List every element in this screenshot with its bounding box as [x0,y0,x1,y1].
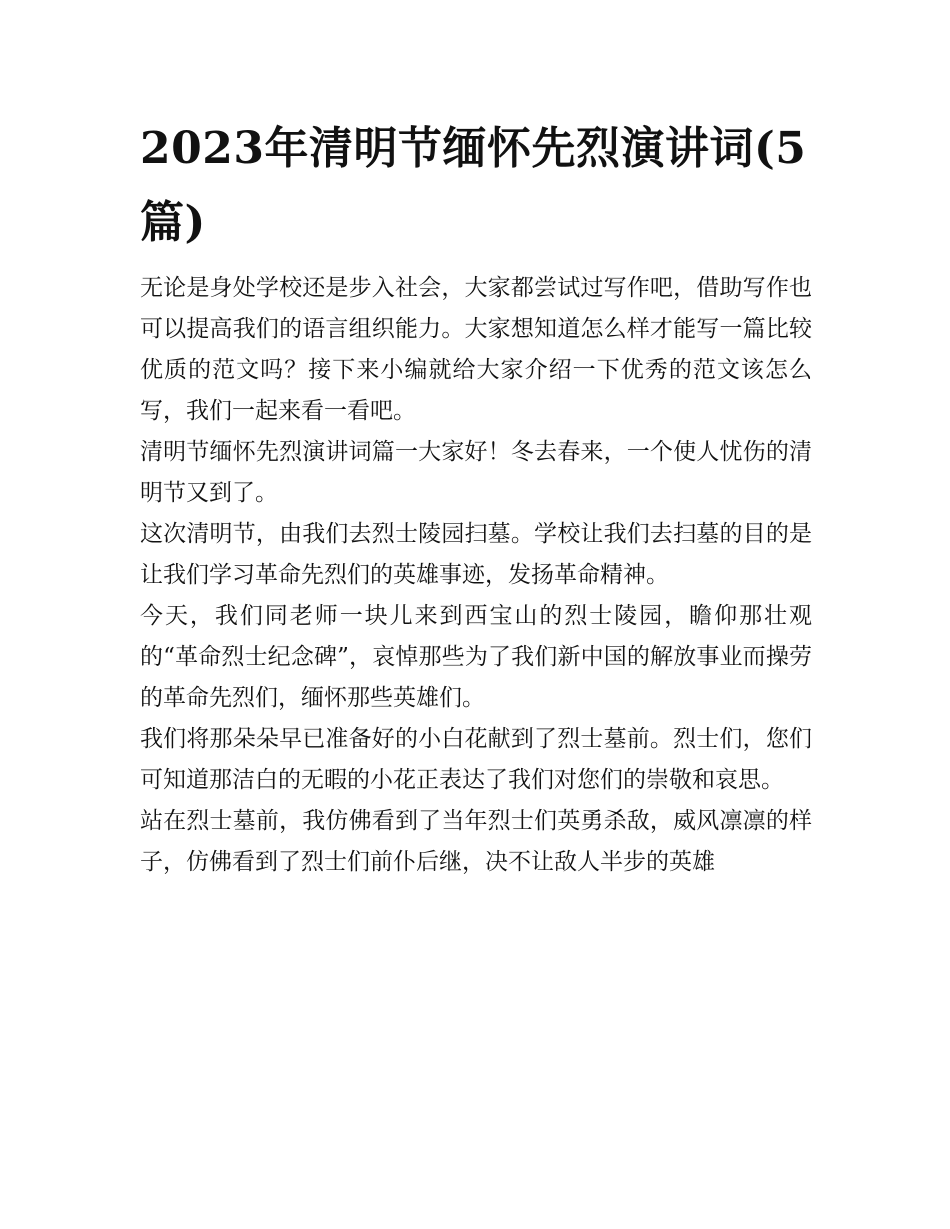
document-body [140,268,812,883]
document-page [140,112,812,883]
body-paragraph-3: 这次清明节，由我们去烈士陵园扫墓。学校让我们去扫墓的目的是让我们学习革命先烈们的英雄事迹，发扬革命精神。 [140,521,812,588]
body-paragraph-5: 我们将那朵朵早已准备好的小白花献到了烈士墓前。烈士们，您们可知道那洁白的无暇的小花正表达了我们对您们的崇敬和哀思。 [140,726,812,793]
body-paragraph-4: 今天，我们同老师一块儿来到西宝山的烈士陵园，瞻仰那壮观的“革命烈士纪念碑”，哀悼那些为了我们新中国的解放事业而操劳的革命先烈们，缅怀那些英雄们。 [140,603,812,711]
document-title: 2023年清明节缅怀先烈演讲词(5篇) [140,123,807,248]
body-paragraph-1: 无论是身处学校还是步入社会，大家都尝试过写作吧，借助写作也可以提高我们的语言组织能力。大家想知道怎么样才能写一篇比较优质的范文吗？接下来小编就给大家介绍一下优秀的范文该怎么写，我们一起来看一看吧。 [140,275,812,424]
body-paragraph-2: 清明节缅怀先烈演讲词篇一大家好！冬去春来，一个使人忧伤的清明节又到了。 [140,439,812,506]
body-paragraph-6: 站在烈士墓前，我仿佛看到了当年烈士们英勇杀敌，威风凛凛的样子，仿佛看到了烈士们前仆后继，决不让敌人半步的英雄 [140,808,812,875]
